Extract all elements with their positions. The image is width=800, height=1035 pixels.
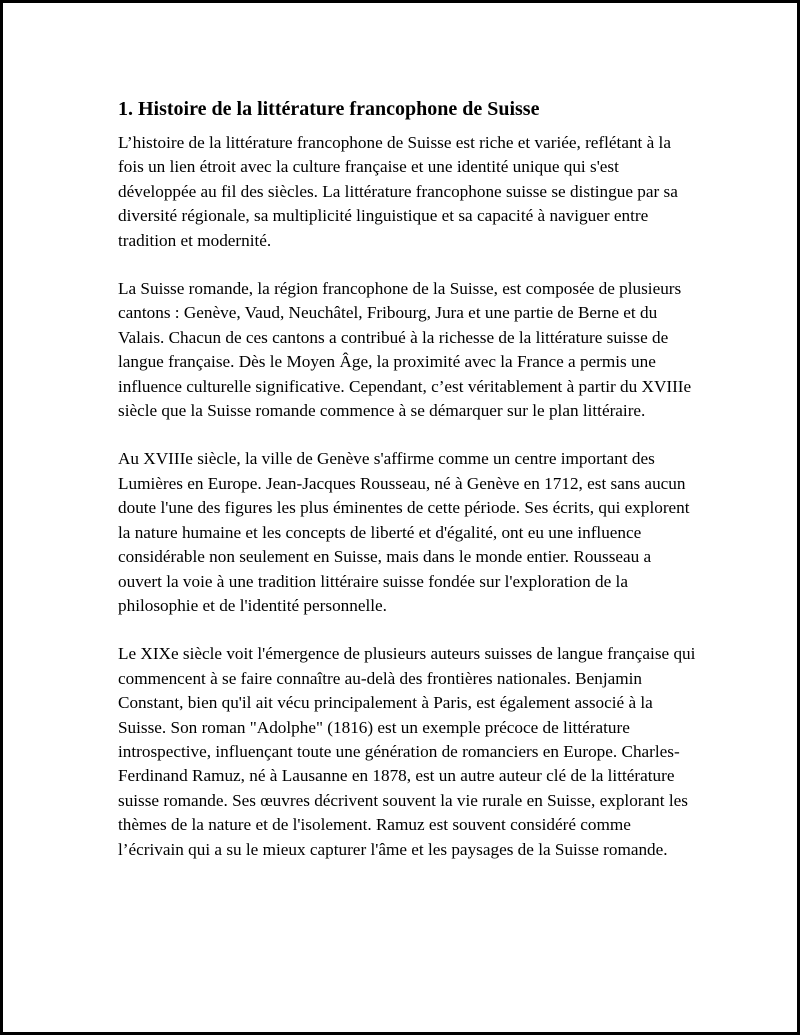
paragraph-intro: L’histoire de la littérature francophone de Suisse est riche et variée, reflétant à la fois un lien étroit avec la culture française et une identité unique qui s'est développée au fil des siècles. La littérature francophone suisse se distingue par sa diversité régionale, sa multiplicité linguistique et sa capacité à naviguer entre tradition et modernité. <box>118 133 678 250</box>
paragraph-xixe-siecle: Le XIXe siècle voit l'émergence de plusieurs auteurs suisses de langue française qui commencent à se faire connaître au-delà des frontières nationales. Benjamin Constant, bien qu'il ait vécu principalement à Paris, est également associé à la Suisse. Son roman "Adolphe" (1816) est un exemple précoce de littérature introspective, influençant toute une génération de romanciers en Europe. Charles-Ferdinand Ramuz, né à Lausanne en 1878, est un autre auteur clé de la littérature suisse romande. Ses œuvres décrivent souvent la vie rurale en Suisse, explorant les thèmes de la nature et de l'isolement. Ramuz est souvent considéré comme l’écrivain qui a su le mieux capturer l'âme et les paysages de la Suisse romande. <box>118 644 696 859</box>
document-body <box>118 96 698 886</box>
paragraph-xviiie-siecle: Au XVIIIe siècle, la ville de Genève s'affirme comme un centre important des Lumières en Europe. Jean-Jacques Rousseau, né à Genève en 1712, est sans aucun doute l'une des figures les plus éminentes de cette période. Ses écrits, qui explorent la nature humaine et les concepts de liberté et d'égalité, ont eu une influence considérable non seulement en Suisse, mais dans le monde entier. Rousseau a ouvert la voie à une tradition littéraire suisse fondée sur l'exploration de la philosophie et de l'identité personnelle. <box>118 449 690 615</box>
paragraph-suisse-romande: La Suisse romande, la région francophone de la Suisse, est composée de plusieurs cantons : Genève, Vaud, Neuchâtel, Fribourg, Jura et une partie de Berne et du Valais. Chacun de ces cantons a contribué à la richesse de la littérature suisse de langue française. Dès le Moyen Âge, la proximité avec la France a permis une influence culturelle significative. Cependant, c’est véritablement à partir du XVIIIe siècle que la Suisse romande commence à se démarquer sur le plan littéraire. <box>118 279 692 421</box>
section-heading: 1. Histoire de la littérature francophone de Suisse <box>118 98 540 120</box>
